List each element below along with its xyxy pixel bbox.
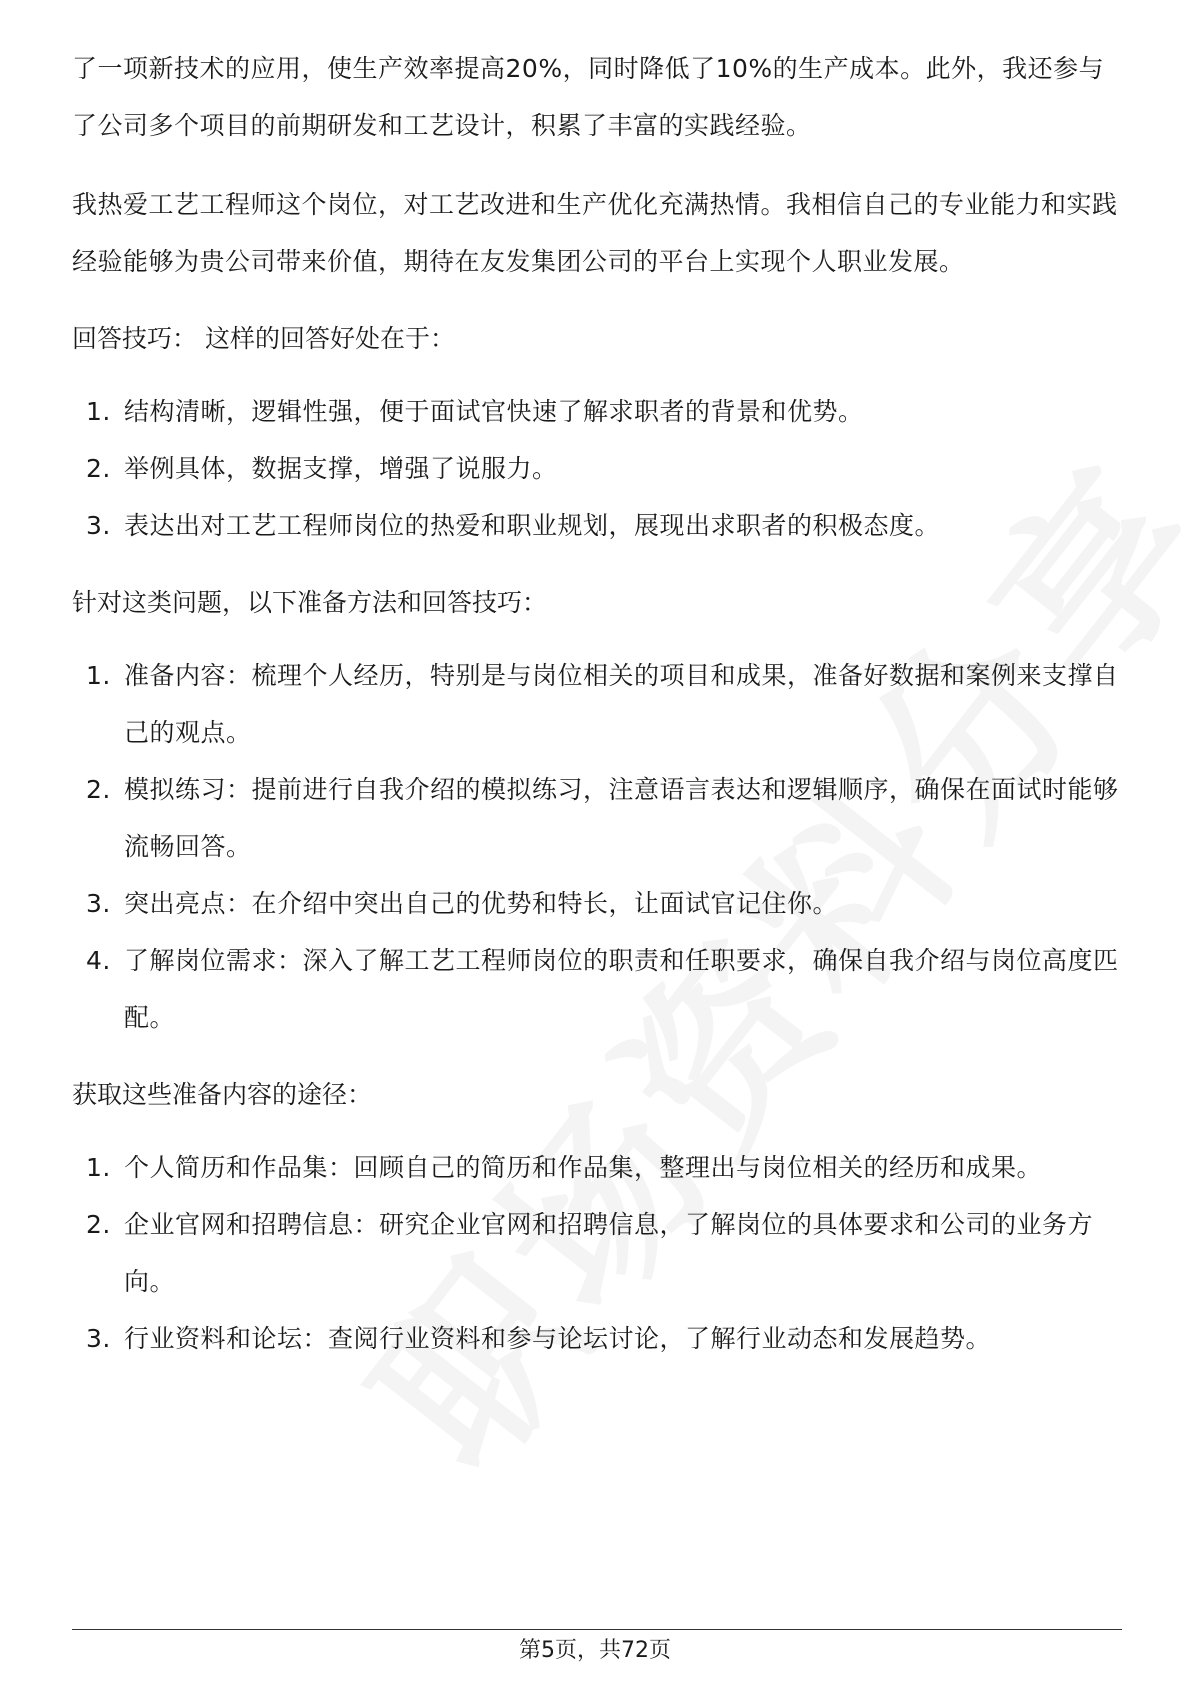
list-item-text: 表达出对工艺工程师岗位的热爱和职业规划，展现出求职者的积极态度。 xyxy=(124,511,941,540)
list-number: 1. xyxy=(86,661,111,690)
page-number: 第5页，共72页 xyxy=(519,1638,671,1663)
list-item-text: 模拟练习：提前进行自我介绍的模拟练习，注意语言表达和逻辑顺序，确保在面试时能够流畅回答。 xyxy=(124,775,1119,861)
paragraph-motivation: 我热爱工艺工程师这个岗位，对工艺改进和生产优化充满热情。我相信自己的专业能力和实践经验能够为贵公司带来价值，期待在友发集团公司的平台上实现个人职业发展。 xyxy=(72,190,1118,276)
list-item xyxy=(72,1139,1122,1196)
footer-divider xyxy=(72,1629,1122,1630)
list-number: 4. xyxy=(86,946,111,975)
list-item-text: 准备内容：梳理个人经历，特别是与岗位相关的项目和成果，准备好数据和案例来支撑自己的观点。 xyxy=(124,661,1119,747)
list-item-text: 行业资料和论坛：查阅行业资料和参与论坛讨论，了解行业动态和发展趋势。 xyxy=(124,1324,992,1353)
list-item xyxy=(72,440,1122,497)
list-item-text: 举例具体，数据支撑，增强了说服力。 xyxy=(124,454,558,483)
list-number: 2. xyxy=(86,775,111,804)
preparation-list xyxy=(72,647,1122,1046)
sources-list xyxy=(72,1139,1122,1367)
section-heading-preparation: 针对这类问题，以下准备方法和回答技巧： xyxy=(72,588,548,617)
paragraph-achievements: 了一项新技术的应用，使生产效率提高20%，同时降低了10%的生产成本。此外，我还参与了公司多个项目的前期研发和工艺设计，积累了丰富的实践经验。 xyxy=(72,54,1105,140)
list-number: 3. xyxy=(86,1324,111,1353)
list-item xyxy=(72,383,1122,440)
answer-tips-list xyxy=(72,383,1122,554)
list-item-text: 个人简历和作品集：回顾自己的简历和作品集，整理出与岗位相关的经历和成果。 xyxy=(124,1153,1043,1182)
section-heading-answer-tips: 回答技巧： 这样的回答好处在于： xyxy=(72,324,455,353)
list-item xyxy=(72,875,1122,932)
document-page xyxy=(72,40,1122,1387)
list-number: 2. xyxy=(86,454,111,483)
list-number: 1. xyxy=(86,1153,111,1182)
list-item-text: 企业官网和招聘信息：研究企业官网和招聘信息，了解岗位的具体要求和公司的业务方向。 xyxy=(124,1210,1094,1296)
list-item xyxy=(72,761,1122,875)
list-item xyxy=(72,932,1122,1046)
list-item xyxy=(72,497,1122,554)
list-item-text: 突出亮点：在介绍中突出自己的优势和特长，让面试官记住你。 xyxy=(124,889,839,918)
list-number: 3. xyxy=(86,889,111,918)
list-item xyxy=(72,1310,1122,1367)
list-number: 3. xyxy=(86,511,111,540)
section-heading-sources: 获取这些准备内容的途径： xyxy=(72,1080,373,1109)
list-item-text: 了解岗位需求：深入了解工艺工程师岗位的职责和任职要求，确保自我介绍与岗位高度匹配。 xyxy=(124,946,1119,1032)
list-item-text: 结构清晰，逻辑性强，便于面试官快速了解求职者的背景和优势。 xyxy=(124,397,864,426)
list-number: 1. xyxy=(86,397,111,426)
list-item xyxy=(72,647,1122,761)
list-number: 2. xyxy=(86,1210,111,1239)
list-item xyxy=(72,1196,1122,1310)
